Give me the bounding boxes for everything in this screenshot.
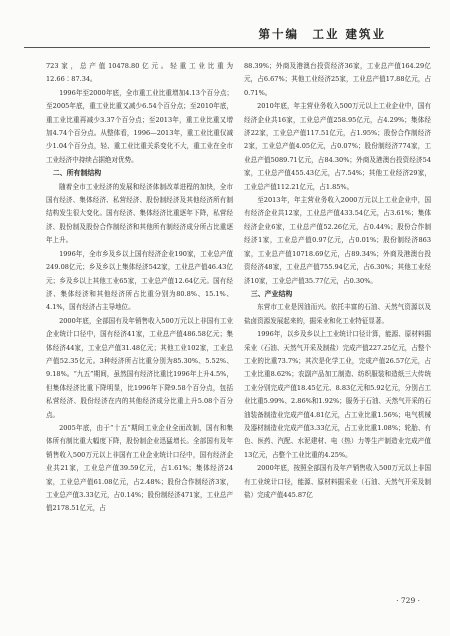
paragraph: 2000年底，按照全部国有及年产销售收入500万元以上非国有工业统计口径，能源、原材料掘采业（石油、天然气开采及制盐）完成产值445.87亿 [244,464,431,499]
paragraph: 至2013年，年主营业务收入2000万元以上工业企业中，国有经济企业共12家，工业总产值433.54亿元，占3.61%；集体经济企业6家，工业总产值52.26亿元，占0.44%；股份合作制经济1家，工业总产值0.97亿元，占0.01%；股份制经济863家，工业总产值10718.69亿元，占89.34%；外商及港澳台投资经济48家，工业总产值755.94亿元，占6.30%；其他工业经济10家，工业总产值35.77亿元，占0.30%。 [244,196,431,285]
chapter-title: 第十编 工业 建筑业 [258,27,386,41]
paragraph: 723家，总产值10478.80亿元。轻重工业比重为12.66∶87.34。 [46,62,233,84]
paragraph: 2000年底，全部国有及年销售收入500万元以上非国有工业企业统计口径中，国有经济41家，工业总产值486.58亿元；集体经济44家，工业总产值31.48亿元；其他工业102家，工业总产值52.35亿元。3种经济所占比重分别为85.30%、5.52%、9.18%。“九五”期间，虽然国有经济比重比1996年上升4.5%，但集体经济比重下降明显，比1996年下降9.58个百分点，包括私营经济、股份经济在内的其他经济成分比重上升5.08个百分点。 [46,316,233,419]
left-column [46,60,233,516]
paragraph: 2010年底，年主营业务收入500万元以上工业企业中，国有经济企业共16家，工业总产值258.95亿元，占4.29%；集体经济22家，工业总产值117.51亿元，占1.95%；股份合作制经济2家，工业总产值4.05亿元，占0.07%；股份制经济774家，工业总产值5089.71亿元，占84.30%；外商及港澳台投资经济54家，工业总产值455.43亿元，占7.54%；其他工业经济29家，工业总产值112.21亿元，占1.85%。 [244,102,431,191]
section-heading: 二、所有制结构 [52,169,102,178]
paragraph: 随着全市工业经济的发展和经济体制改革进程的加快，全市国有经济、集体经济、私营经济、股份制经济及其他经济所有制结构发生很大变化。国有经济、集体经济比重逐年下降，私营经济、股份制及股份合作制经济和其他所有制经济成分所占比重逐年上升。 [46,182,233,245]
page-number: · 729 · [396,596,420,605]
paragraph: 88.39%；外商及港澳台投资经济36家，工业总产值164.29亿元，占6.67%；其他工业经济25家，工业总产值17.88亿元，占0.71%。 [244,62,431,97]
right-column [244,60,431,502]
paragraph: 2005年底，由于“十五”期间工业企业全面改制，国有和集体所有制比重大幅度下降，股份制企业迅猛增长。全部国有及年销售收入500万元以上非国有工业企业统计口径中，国有经济企业共21家，工业总产值39.59亿元，占1.61%；集体经济24家，工业总产值61.08亿元，占2.48%；股份合作制经济3家，工业总产值3.33亿元，占0.14%；股份制经济471家，工业总产值2178.51亿元，占 [46,423,233,513]
paragraph: 1996年，全市乡及乡以上国有经济企业190家，工业总产值249.08亿元；乡及乡以上集体经济542家，工业总产值46.43亿元；乡及乡以上其他工业65家，工业总产值12.64亿元。国有经济、集体经济和其他经济所占比重分别为80.8%、15.1%、4.1%，国有经济占主导地位。 [46,249,233,312]
paragraph: 1996年至2000年底，全市重工业比重增加4.13个百分点；至2005年底，重工业比重又减少6.54个百分点；至2010年底，重工业比重再减少3.37个百分点；至2013年，重工业比重又增加4.74个百分点。从整体看，1996—2013年，重工业比重仅减少1.04个百分点，轻、重工业比重关系变化不大，重工业在全市工业经济中持续占据绝对优势。 [46,88,233,164]
paragraph: 1996年，以乡及乡以上工业统计口径计算，能源、原材料掘采业（石油、天然气开采及制盐）完成产值227.25亿元，占整个工业的比重73.7%；其次是化学工业，完成产值26.57亿元，占工业比重8.62%；农副产品加工制造、纺织服装和造纸三大传统工业分别完成产值18.45亿元、8.83亿元和5.92亿元，分别占工业比重5.99%、2.86%和1.92%；服务于石油、天然气开采的石油装备制造业完成产值4.81亿元，占工业比重1.56%；电气机械及器材制造业完成产值3.33亿元，占工业比重1.08%；轮胎、有色、医药、汽配、水泥建材、电（热）力等生产制造业完成产值13亿元，占整个工业比重的4.25%。 [244,330,431,459]
paragraph: 东营市工业是因油而兴。依托丰富的石油、天然气资源以及盐卤资源发展起来的，掘采业和化工业特征显著。 [244,303,431,325]
header-rule [24,47,430,48]
running-header [0,0,450,58]
section-heading: 三、产业结构 [250,289,293,298]
